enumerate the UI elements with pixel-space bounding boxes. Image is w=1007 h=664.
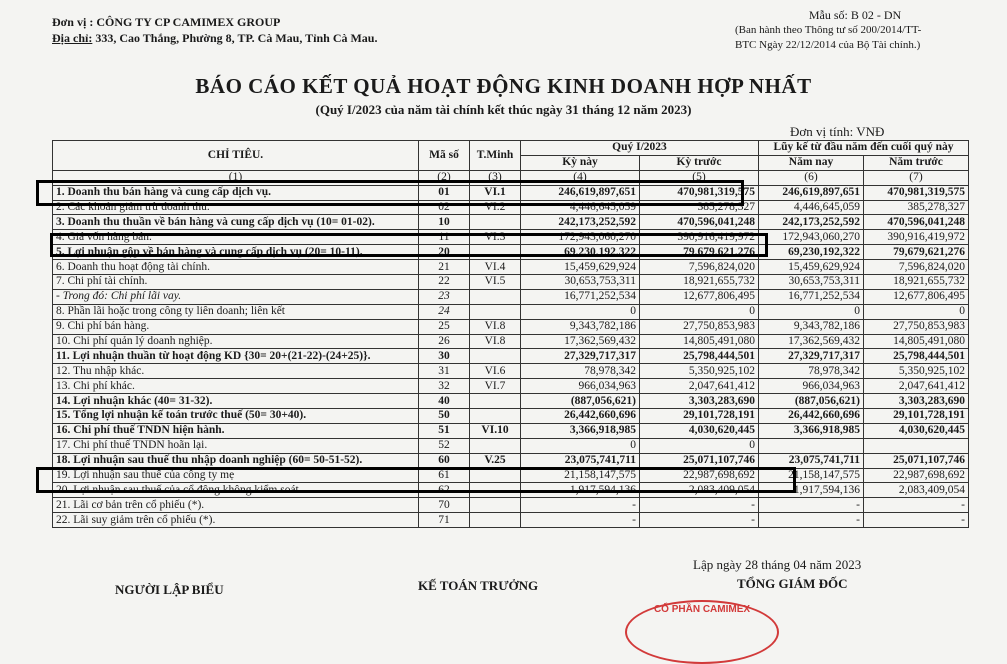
value-ytd-current: 26,442,660,696 <box>759 409 864 424</box>
report-title: BÁO CÁO KẾT QUẢ HOẠT ĐỘNG KINH DOANH HỢP NHẤT <box>195 74 812 98</box>
value-current-quarter: 0 <box>521 304 640 319</box>
table-row <box>53 260 969 275</box>
value-ytd-prior: 5,350,925,102 <box>864 364 969 379</box>
value-prior-quarter: 27,750,853,983 <box>640 319 759 334</box>
value-current-quarter: 9,343,782,186 <box>521 319 640 334</box>
unit-value: CÔNG TY CP CAMIMEX GROUP <box>96 15 281 29</box>
row-note: VI.3 <box>470 230 521 245</box>
row-label: 2. Các khoản giảm trừ doanh thu. <box>53 200 419 215</box>
row-code: 21 <box>419 260 470 275</box>
value-ytd-prior: - <box>864 498 969 513</box>
value-ytd-current: 4,446,645,059 <box>759 200 864 215</box>
value-ytd-prior: 14,805,491,080 <box>864 334 969 349</box>
row-code: 70 <box>419 498 470 513</box>
value-ytd-prior <box>864 438 969 453</box>
row-note: VI.7 <box>470 379 521 394</box>
row-label: 6. Doanh thu hoạt động tài chính. <box>53 260 419 275</box>
row-code: 32 <box>419 379 470 394</box>
address-label: Địa chỉ: <box>52 31 93 45</box>
company-stamp <box>625 600 779 664</box>
value-current-quarter: 246,619,897,651 <box>521 185 640 200</box>
value-ytd-current: (887,056,621) <box>759 394 864 409</box>
value-current-quarter: 21,158,147,575 <box>521 468 640 483</box>
value-current-quarter: 69,230,192,322 <box>521 245 640 260</box>
unit-label: Đơn vị : <box>52 15 94 29</box>
value-current-quarter: 30,653,753,311 <box>521 275 640 290</box>
company-address-line <box>52 30 377 46</box>
value-ytd-prior: 27,750,853,983 <box>864 319 969 334</box>
value-prior-quarter: 25,071,107,746 <box>640 453 759 468</box>
row-label: 18. Lợi nhuận sau thuế thu nhập doanh nghiệp (60= 50-51-52). <box>53 453 419 468</box>
table-row <box>53 275 969 290</box>
row-code: 20 <box>419 245 470 260</box>
row-label: 7. Chi phí tài chính. <box>53 275 419 290</box>
row-label: 1. Doanh thu bán hàng và cung cấp dịch vụ. <box>53 185 419 200</box>
table-row <box>53 513 969 528</box>
table-row <box>53 438 969 453</box>
value-current-quarter: 0 <box>521 438 640 453</box>
issued-line-2: BTC Ngày 22/12/2014 của Bộ Tài chính.) <box>735 39 921 51</box>
row-note: VI.10 <box>470 423 521 438</box>
value-ytd-prior: 390,916,419,972 <box>864 230 969 245</box>
value-current-quarter: 15,459,629,924 <box>521 260 640 275</box>
value-prior-quarter: 0 <box>640 304 759 319</box>
row-note: VI.8 <box>470 334 521 349</box>
header-tminh: T.Minh <box>470 141 521 171</box>
table-row <box>53 453 969 468</box>
table-row <box>53 394 969 409</box>
value-current-quarter: 242,173,252,592 <box>521 215 640 230</box>
row-code: 60 <box>419 453 470 468</box>
value-ytd-prior: 4,030,620,445 <box>864 423 969 438</box>
row-note <box>470 409 521 424</box>
row-note: VI.6 <box>470 364 521 379</box>
table-row <box>53 409 969 424</box>
value-prior-quarter: - <box>640 498 759 513</box>
row-note <box>470 289 521 304</box>
row-code: 11 <box>419 230 470 245</box>
company-unit-line <box>52 14 377 30</box>
row-code: 22 <box>419 275 470 290</box>
stamp-text: CỔ PHẦN CAMIMEX <box>653 604 751 615</box>
value-ytd-current: 78,978,342 <box>759 364 864 379</box>
idx-cell: (6) <box>759 170 864 185</box>
row-label: 14. Lợi nhuận khác (40= 31-32). <box>53 394 419 409</box>
row-code: 61 <box>419 468 470 483</box>
form-number: Mẫu số: B 02 - DN <box>808 8 902 22</box>
value-ytd-prior: 18,921,655,732 <box>864 275 969 290</box>
value-current-quarter: 1,917,594,136 <box>521 483 640 498</box>
row-note: VI.1 <box>470 185 521 200</box>
value-prior-quarter: 25,798,444,501 <box>640 349 759 364</box>
value-prior-quarter: 0 <box>640 438 759 453</box>
row-note <box>470 394 521 409</box>
row-code: 10 <box>419 215 470 230</box>
value-ytd-prior: 385,278,327 <box>864 200 969 215</box>
value-current-quarter: 4,446,645,059 <box>521 200 640 215</box>
header-kynay: Kỳ này <box>521 155 640 170</box>
table-row <box>53 215 969 230</box>
row-label: 21. Lãi cơ bản trên cổ phiếu (*). <box>53 498 419 513</box>
row-code: 02 <box>419 200 470 215</box>
row-code: 26 <box>419 334 470 349</box>
idx-cell: (3) <box>470 170 521 185</box>
table-row <box>53 334 969 349</box>
value-prior-quarter: 18,921,655,732 <box>640 275 759 290</box>
value-ytd-prior: 29,101,728,191 <box>864 409 969 424</box>
value-ytd-current: 172,943,060,270 <box>759 230 864 245</box>
idx-cell: (1) <box>53 170 419 185</box>
value-ytd-prior: 25,071,107,746 <box>864 453 969 468</box>
value-prior-quarter: 7,596,824,020 <box>640 260 759 275</box>
value-prior-quarter: 4,030,620,445 <box>640 423 759 438</box>
value-ytd-current <box>759 438 864 453</box>
row-label: 19. Lợi nhuận sau thuế của công ty mẹ <box>53 468 419 483</box>
row-label: 13. Chi phí khác. <box>53 379 419 394</box>
value-current-quarter: 3,366,918,985 <box>521 423 640 438</box>
value-current-quarter: - <box>521 498 640 513</box>
value-current-quarter: 26,442,660,696 <box>521 409 640 424</box>
value-ytd-current: 3,366,918,985 <box>759 423 864 438</box>
header-quy: Quý I/2023 <box>521 141 759 156</box>
table-row <box>53 319 969 334</box>
value-ytd-current: 17,362,569,432 <box>759 334 864 349</box>
row-label: 15. Tổng lợi nhuận kế toán trước thuế (50= 30+40). <box>53 409 419 424</box>
currency-unit: Đơn vị tính: VNĐ <box>790 124 885 139</box>
row-note: VI.5 <box>470 275 521 290</box>
row-label: 8. Phần lãi hoặc trong công ty liên doanh; liên kết <box>53 304 419 319</box>
idx-cell: (7) <box>864 170 969 185</box>
value-prior-quarter: 12,677,806,495 <box>640 289 759 304</box>
value-prior-quarter: 470,981,319,575 <box>640 185 759 200</box>
header-luyke: Lũy kế từ đầu năm đến cuối quý này <box>759 141 969 156</box>
value-ytd-prior: 2,047,641,412 <box>864 379 969 394</box>
value-current-quarter: (887,056,621) <box>521 394 640 409</box>
row-note: VI.2 <box>470 200 521 215</box>
chief-accountant-label: KẾ TOÁN TRƯỞNG <box>418 578 539 593</box>
row-label: 5. Lợi nhuận gộp về bán hàng và cung cấp dịch vụ (20= 10-11). <box>53 245 419 260</box>
row-code: 30 <box>419 349 470 364</box>
row-label: 4. Giá vốn hàng bán. <box>53 230 419 245</box>
value-prior-quarter: 3,303,283,690 <box>640 394 759 409</box>
row-label: 17. Chi phí thuế TNDN hoãn lại. <box>53 438 419 453</box>
row-note <box>470 349 521 364</box>
value-current-quarter: 17,362,569,432 <box>521 334 640 349</box>
value-ytd-prior: 0 <box>864 304 969 319</box>
value-prior-quarter: 390,916,419,972 <box>640 230 759 245</box>
highlight-box-revenue <box>36 180 744 206</box>
row-note <box>470 438 521 453</box>
row-code: 50 <box>419 409 470 424</box>
row-label: 10. Chi phí quản lý doanh nghiệp. <box>53 334 419 349</box>
value-ytd-current: 9,343,782,186 <box>759 319 864 334</box>
value-ytd-prior: 25,798,444,501 <box>864 349 969 364</box>
value-ytd-prior: 2,083,409,054 <box>864 483 969 498</box>
value-prior-quarter: 385,278,327 <box>640 200 759 215</box>
row-label: 16. Chi phí thuế TNDN hiện hành. <box>53 423 419 438</box>
value-ytd-current: 1,917,594,136 <box>759 483 864 498</box>
report-subtitle: (Quý I/2023 của năm tài chính kết thúc ngày 31 tháng 12 năm 2023) <box>315 102 692 117</box>
row-note: VI.4 <box>470 260 521 275</box>
director-label: TỔNG GIÁM ĐỐC <box>737 576 848 591</box>
value-prior-quarter: 2,083,409,054 <box>640 483 759 498</box>
row-code: 62 <box>419 483 470 498</box>
highlight-box-cogs <box>50 233 768 257</box>
row-label: 12. Thu nhập khác. <box>53 364 419 379</box>
address-value: 333, Cao Thắng, Phường 8, TP. Cà Mau, Tỉnh Cà Mau. <box>95 31 378 45</box>
highlight-box-net-profit <box>36 467 796 493</box>
value-ytd-prior: 7,596,824,020 <box>864 260 969 275</box>
table-row <box>53 349 969 364</box>
value-ytd-current: 27,329,717,317 <box>759 349 864 364</box>
table-row <box>53 289 969 304</box>
value-prior-quarter: 22,987,698,692 <box>640 468 759 483</box>
value-ytd-current: 21,158,147,575 <box>759 468 864 483</box>
value-ytd-current: - <box>759 498 864 513</box>
value-prior-quarter: 2,047,641,412 <box>640 379 759 394</box>
table-row <box>53 423 969 438</box>
value-current-quarter: 172,943,060,270 <box>521 230 640 245</box>
value-ytd-prior: 79,679,621,276 <box>864 245 969 260</box>
value-prior-quarter: 14,805,491,080 <box>640 334 759 349</box>
table-row <box>53 364 969 379</box>
row-code: 25 <box>419 319 470 334</box>
idx-cell: (4) <box>521 170 640 185</box>
header-namnay: Năm nay <box>759 155 864 170</box>
header-maso: Mã số <box>419 141 470 171</box>
value-ytd-prior: 3,303,283,690 <box>864 394 969 409</box>
header-namtruoc: Năm trước <box>864 155 969 170</box>
preparer-label: NGƯỜI LẬP BIỂU <box>115 582 224 597</box>
value-ytd-current: 30,653,753,311 <box>759 275 864 290</box>
header-kytruoc: Kỳ trước <box>640 155 759 170</box>
row-label: 20. Lợi nhuận sau thuế của cổ đông không kiểm soát <box>53 483 419 498</box>
row-label: 3. Doanh thu thuần về bán hàng và cung cấp dịch vụ (10= 01-02). <box>53 215 419 230</box>
row-note <box>470 513 521 528</box>
row-note: VI.8 <box>470 319 521 334</box>
value-current-quarter: 23,075,741,711 <box>521 453 640 468</box>
row-note <box>470 304 521 319</box>
row-code: 52 <box>419 438 470 453</box>
idx-cell: (5) <box>640 170 759 185</box>
value-current-quarter: 27,329,717,317 <box>521 349 640 364</box>
value-ytd-current: 69,230,192,322 <box>759 245 864 260</box>
row-label: 22. Lãi suy giảm trên cổ phiếu (*). <box>53 513 419 528</box>
row-code: 01 <box>419 185 470 200</box>
value-ytd-current: 16,771,252,534 <box>759 289 864 304</box>
value-ytd-current: 246,619,897,651 <box>759 185 864 200</box>
row-code: 31 <box>419 364 470 379</box>
row-code: 24 <box>419 304 470 319</box>
row-code: 23 <box>419 289 470 304</box>
value-current-quarter: 966,034,963 <box>521 379 640 394</box>
value-current-quarter: - <box>521 513 640 528</box>
row-label: 9. Chi phí bán hàng. <box>53 319 419 334</box>
row-code: 51 <box>419 423 470 438</box>
value-ytd-current: 242,173,252,592 <box>759 215 864 230</box>
value-ytd-prior: 470,596,041,248 <box>864 215 969 230</box>
row-note <box>470 498 521 513</box>
row-label: 11. Lợi nhuận thuần từ hoạt động KD {30= 20+(21-22)-(24+25)}. <box>53 349 419 364</box>
value-ytd-current: 23,075,741,711 <box>759 453 864 468</box>
form-info <box>735 8 921 53</box>
value-ytd-current: 15,459,629,924 <box>759 260 864 275</box>
idx-cell: (2) <box>419 170 470 185</box>
company-header <box>52 14 377 46</box>
value-ytd-prior: 470,981,319,575 <box>864 185 969 200</box>
header-chitieu: CHỈ TIÊU. <box>53 141 419 171</box>
table-row <box>53 304 969 319</box>
value-current-quarter: 78,978,342 <box>521 364 640 379</box>
value-ytd-current: 966,034,963 <box>759 379 864 394</box>
row-label: - Trong đó: Chi phí lãi vay. <box>53 289 419 304</box>
table-row <box>53 498 969 513</box>
value-ytd-current: - <box>759 513 864 528</box>
value-prior-quarter: 29,101,728,191 <box>640 409 759 424</box>
value-ytd-prior: 12,677,806,495 <box>864 289 969 304</box>
value-prior-quarter: 5,350,925,102 <box>640 364 759 379</box>
value-ytd-prior: - <box>864 513 969 528</box>
value-prior-quarter: - <box>640 513 759 528</box>
value-current-quarter: 16,771,252,534 <box>521 289 640 304</box>
value-prior-quarter: 470,596,041,248 <box>640 215 759 230</box>
row-code: 40 <box>419 394 470 409</box>
value-ytd-prior: 22,987,698,692 <box>864 468 969 483</box>
row-note <box>470 215 521 230</box>
table-row <box>53 379 969 394</box>
value-prior-quarter: 79,679,621,276 <box>640 245 759 260</box>
report-date: Lập ngày 28 tháng 04 năm 2023 <box>693 557 862 572</box>
row-code: 71 <box>419 513 470 528</box>
row-note: V.25 <box>470 453 521 468</box>
issued-line-1: (Ban hành theo Thông tư số 200/2014/TT- <box>735 24 922 36</box>
value-ytd-current: 0 <box>759 304 864 319</box>
